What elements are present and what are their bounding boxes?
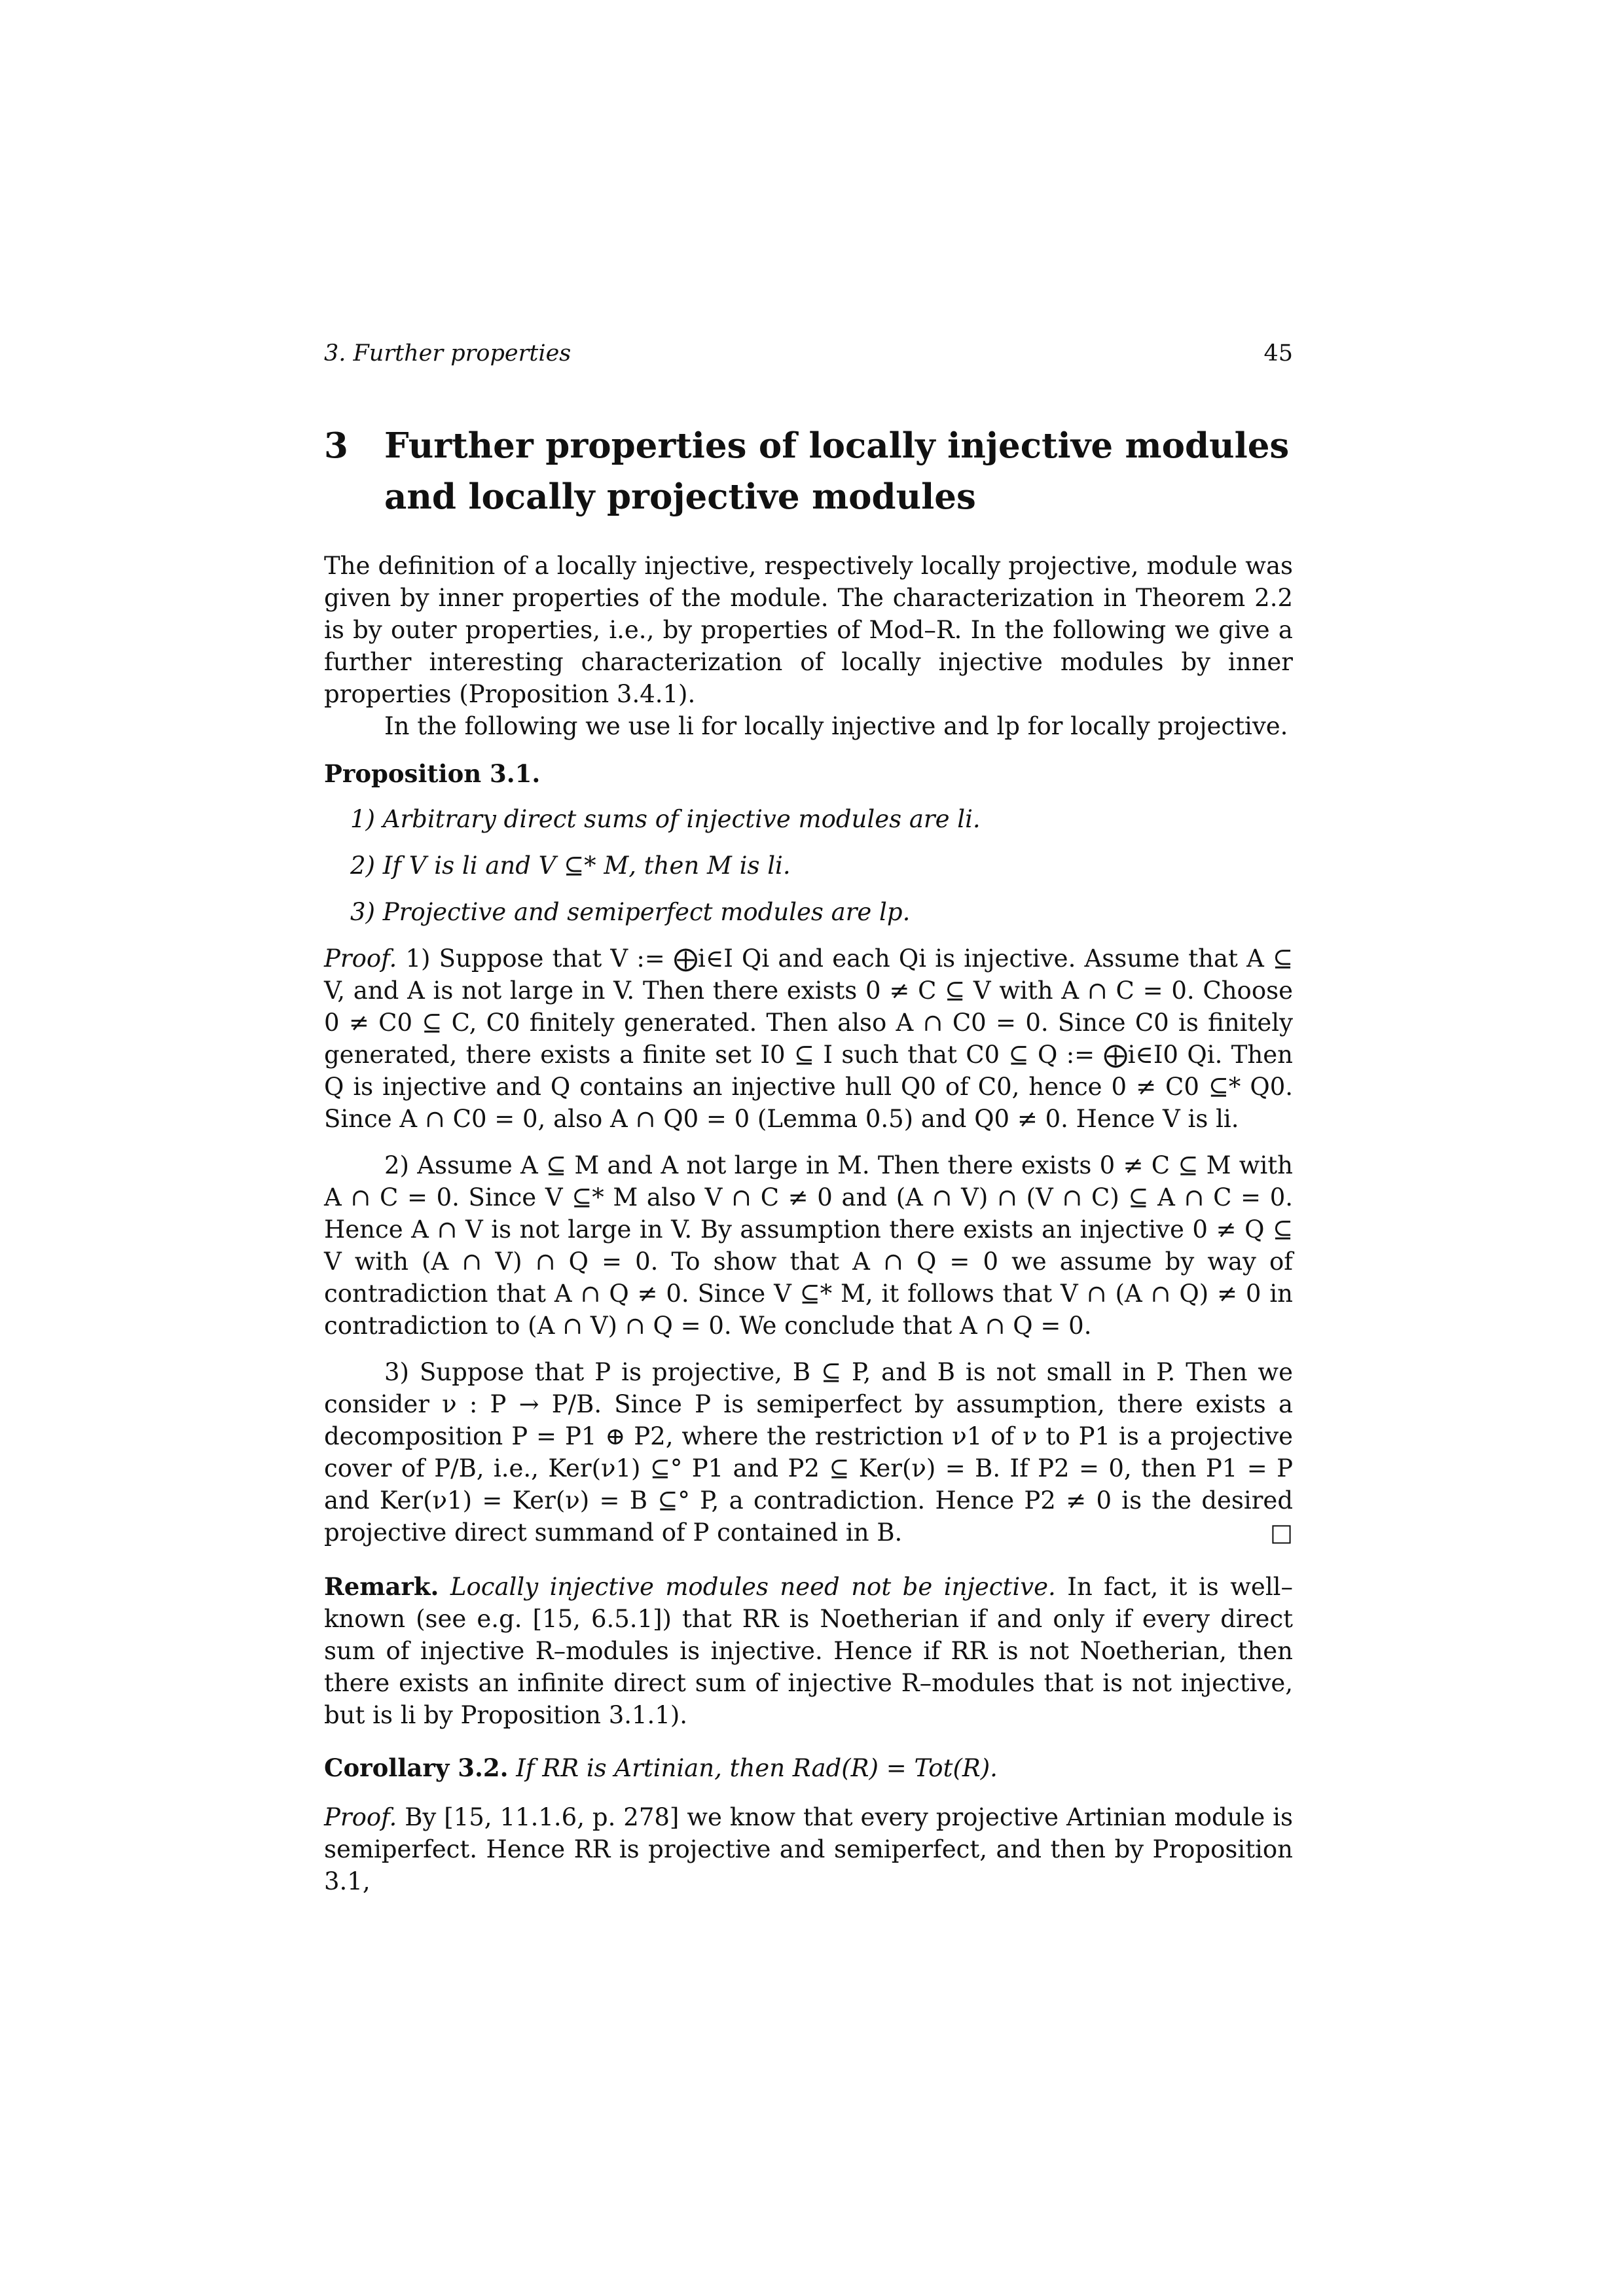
section-number: 3 [324, 425, 348, 466]
proof-paragraph-3 [324, 1356, 1293, 1549]
intro-paragraph: The definition of a locally injective, respectively locally projective, module was given by inner properties of the module. The characterization in Theorem 2.2 is by outer properties, i.e., by properties of Mod–R. In the following we give a further interesting characterization of locally injective modules by inner properties (Proposition 3.4.1). [324, 552, 1293, 708]
proposition-item-3: 3) Projective and semiperfect modules are lp. [350, 898, 911, 926]
remark-label: Remark. [324, 1572, 439, 1601]
running-head-title: 3. Further properties [324, 340, 572, 367]
remark-text: In fact, it is well–known (see e.g. [15, 6.5.1]) that RR is Noetherian if and only if every direct sum of injective R–modules is injective. Hence if RR is not Noetherian, then there exists an infinite direct sum of injective R–modules that is not injective, but is li by Proposition 3.1.1). [324, 1573, 1293, 1729]
proposition-list [324, 803, 1293, 928]
intro-notation-paragraph: In the following we use li for locally injective and lp for locally projective. [384, 712, 1288, 740]
page-number: 45 [1263, 340, 1293, 367]
proposition-label: Proposition 3.1. [324, 759, 541, 788]
remark-lead: Locally injective modules need not be injective. [450, 1573, 1056, 1601]
proof-part-1-text: 1) Suppose that V := ⨁i∈I Qi and each Qi is injective. Assume that A ⊆ V, and A is not large in V. Then there exists 0 ≠ C ⊆ V with A ∩ C = 0. Choose 0 ≠ C0 ⊆ C, C0 finitely generated. Then also A ∩ C0 = 0. Since C0 is finitely generated, there exists a finite set I0 ⊆ I such that C0 ⊆ Q := ⨁i∈I0 Qi. Then Q is injective and Q contains an injective hull Q0 of C0, hence 0 ≠ C0 ⊆* Q0. Since A ∩ C0 = 0, also A ∩ Q0 = 0 (Lemma 0.5) and Q0 ≠ 0. Hence V is li. [324, 944, 1293, 1133]
section-heading [324, 420, 1293, 522]
proposition-item-1: 1) Arbitrary direct sums of injective modules are li. [350, 805, 981, 833]
proof-2-text: By [15, 11.1.6, p. 278] we know that every projective Artinian module is semiperfect. Hence RR is projective and semiperfect, and then by Proposition 3.1, [324, 1803, 1293, 1895]
corollary-paragraph [324, 1752, 1293, 1784]
remark-paragraph [324, 1571, 1293, 1731]
page [324, 340, 1293, 1897]
section-title: Further properties of locally injective modules and locally projective modules [384, 425, 1290, 517]
corollary-label: Corollary 3.2. [324, 1753, 509, 1782]
proof-2-paragraph [324, 1801, 1293, 1897]
qed-symbol: □ [1270, 1518, 1293, 1547]
running-head [324, 340, 1293, 380]
proof-label: Proof. [324, 944, 397, 973]
proof-part-3-text: 3) Suppose that P is projective, B ⊆ P, and B is not small in P. Then we consider ν : P → P/B. Since P is semiperfect by assumption, there exists a decomposition P = P1 ⊕ P2, where the restriction ν1 of ν to P1 is a projective cover of P/B, i.e., Ker(ν1) ⊆° P1 and P2 ⊆ Ker(ν) = B. If P2 = 0, then P1 = P and Ker(ν1) = Ker(ν) = B ⊆° P, a contradiction. Hence P2 ≠ 0 is the desired projective direct summand of P contained in B. [324, 1358, 1293, 1547]
proposition-item-2: 2) If V is li and V ⊆* M, then M is li. [350, 852, 791, 880]
proof-2-label: Proof. [324, 1803, 397, 1831]
proof-paragraph-2: 2) Assume A ⊆ M and A not large in M. Then there exists 0 ≠ C ⊆ M with A ∩ C = 0. Since V ⊆* M also V ∩ C ≠ 0 and (A ∩ V) ∩ (V ∩ C) ⊆ A ∩ C = 0. Hence A ∩ V is not large in V. By assumption there exists an injective 0 ≠ Q ⊆ V with (A ∩ V) ∩ Q = 0. To show that A ∩ Q = 0 we assume by way of contradiction that A ∩ Q ≠ 0. Since V ⊆* M, it follows that V ∩ (A ∩ Q) ≠ 0 in contradiction to (A ∩ V) ∩ Q = 0. We conclude that A ∩ Q = 0. [324, 1151, 1293, 1340]
proof-paragraph-1 [324, 942, 1293, 1135]
corollary-text: If RR is Artinian, then Rad(R) = Tot(R). [516, 1754, 998, 1782]
